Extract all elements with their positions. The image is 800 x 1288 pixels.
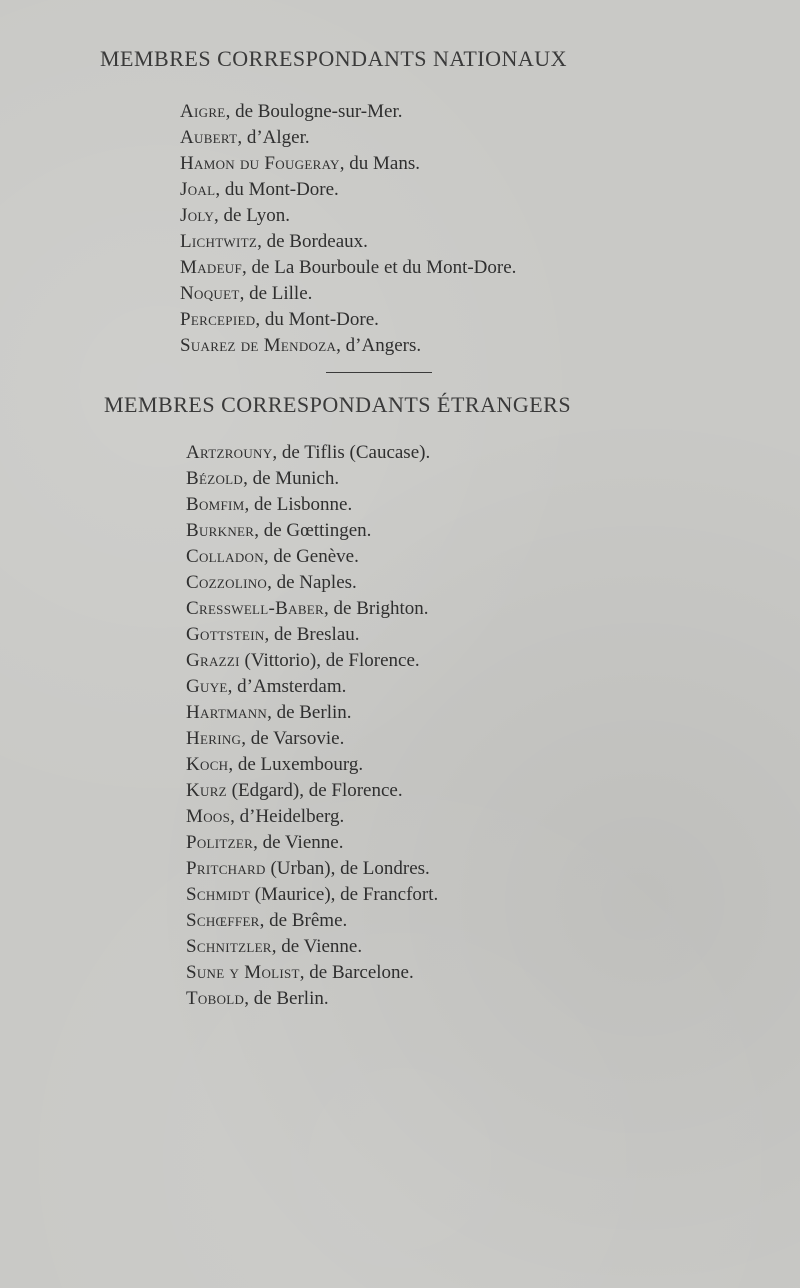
member-name: Hamon du Fougeray bbox=[180, 153, 340, 174]
member-name: Percepied bbox=[180, 309, 256, 330]
member-name: Cresswell-Baber bbox=[186, 598, 325, 619]
member-location: , de Vienne. bbox=[253, 832, 344, 853]
member-location: , de Breslau. bbox=[264, 624, 360, 645]
member-location: , du Mont-Dore. bbox=[255, 309, 379, 330]
member-name: Aubert bbox=[180, 127, 238, 148]
list-item bbox=[180, 99, 516, 125]
list-item bbox=[180, 307, 516, 333]
member-name: Sune y Molist bbox=[186, 962, 300, 983]
member-name: Koch bbox=[186, 754, 229, 775]
list-item bbox=[180, 125, 516, 151]
member-name: Artzrouny bbox=[186, 442, 273, 463]
member-name: Lichtwitz bbox=[180, 231, 258, 252]
member-location: , de Gœttingen. bbox=[254, 520, 372, 541]
list-item bbox=[186, 778, 438, 804]
list-item bbox=[186, 492, 438, 518]
member-location: , de Lisbonne. bbox=[244, 494, 353, 515]
member-location: , de Berlin. bbox=[244, 988, 329, 1009]
member-list-etrangers bbox=[186, 440, 438, 1012]
member-name: Schœffer bbox=[186, 910, 260, 931]
member-location: , de Lille. bbox=[239, 283, 313, 304]
member-location: , de Munich. bbox=[243, 468, 340, 489]
list-item bbox=[186, 960, 438, 986]
member-name: Colladon bbox=[186, 546, 264, 567]
list-item bbox=[180, 151, 516, 177]
list-item bbox=[186, 622, 438, 648]
member-name: Aigre bbox=[180, 101, 226, 122]
member-location: , de Boulogne-sur-Mer. bbox=[225, 101, 403, 122]
list-item bbox=[186, 648, 438, 674]
list-item bbox=[186, 570, 438, 596]
list-item bbox=[186, 726, 438, 752]
member-location: , d’Amsterdam. bbox=[227, 676, 347, 697]
member-name: Gottstein bbox=[186, 624, 265, 645]
member-name: Hartmann bbox=[186, 702, 268, 723]
member-location: , de Bordeaux. bbox=[257, 231, 368, 252]
member-name: Guye bbox=[186, 676, 228, 697]
list-item bbox=[180, 281, 516, 307]
member-name: Politzer bbox=[186, 832, 254, 853]
member-list-nationaux bbox=[180, 99, 516, 359]
section-heading-nationaux: MEMBRES CORRESPONDANTS NATIONAUX bbox=[100, 46, 568, 71]
member-location: , d’Angers. bbox=[336, 335, 422, 356]
member-location: (Urban), de Londres. bbox=[265, 858, 430, 879]
member-name: Madeuf bbox=[180, 257, 243, 278]
list-item bbox=[186, 466, 438, 492]
list-item bbox=[186, 882, 438, 908]
list-item bbox=[186, 674, 438, 700]
member-location: , de La Bourboule et du Mont-Dore. bbox=[242, 257, 517, 278]
list-item bbox=[186, 830, 438, 856]
member-name: Burkner bbox=[186, 520, 255, 541]
member-location: (Vittorio), de Florence. bbox=[239, 650, 420, 671]
list-item bbox=[186, 518, 438, 544]
member-location: , de Brême. bbox=[259, 910, 348, 931]
member-location: , d’Alger. bbox=[237, 127, 310, 148]
member-location: , de Genève. bbox=[263, 546, 359, 567]
list-item bbox=[186, 804, 438, 830]
list-item bbox=[180, 229, 516, 255]
member-location: , de Luxembourg. bbox=[228, 754, 364, 775]
member-name: Grazzi bbox=[186, 650, 240, 671]
member-location: , du Mans. bbox=[339, 153, 420, 174]
list-item bbox=[180, 203, 516, 229]
member-name: Suarez de Mendoza bbox=[180, 335, 337, 356]
member-location: , de Tiflis (Caucase). bbox=[272, 442, 431, 463]
list-item bbox=[186, 700, 438, 726]
list-item bbox=[186, 908, 438, 934]
list-item bbox=[180, 177, 516, 203]
member-name: Cozzolino bbox=[186, 572, 268, 593]
section-divider bbox=[326, 372, 432, 373]
list-item bbox=[186, 856, 438, 882]
list-item bbox=[180, 333, 516, 359]
member-location: , de Barcelone. bbox=[299, 962, 414, 983]
member-location: , du Mont-Dore. bbox=[215, 179, 339, 200]
member-name: Moos bbox=[186, 806, 231, 827]
member-name: Hering bbox=[186, 728, 242, 749]
member-location: , de Vienne. bbox=[271, 936, 363, 957]
member-name: Noquet bbox=[180, 283, 240, 304]
list-item bbox=[186, 752, 438, 778]
list-item bbox=[186, 986, 438, 1012]
member-name: Schmidt bbox=[186, 884, 250, 905]
member-name: Bézold bbox=[186, 468, 244, 489]
list-item bbox=[186, 544, 438, 570]
member-location: , de Naples. bbox=[267, 572, 357, 593]
member-name: Bomfim bbox=[186, 494, 245, 515]
list-item bbox=[186, 596, 438, 622]
member-name: Kurz bbox=[186, 780, 227, 801]
member-name: Tobold bbox=[186, 988, 245, 1009]
member-location: (Edgard), de Florence. bbox=[226, 780, 403, 801]
member-name: Pritchard bbox=[186, 858, 266, 879]
member-name: Schnitzler bbox=[186, 936, 272, 957]
member-location: , d’Heidelberg. bbox=[230, 806, 345, 827]
member-name: Joal bbox=[180, 179, 216, 200]
member-name: Joly bbox=[180, 205, 215, 226]
list-item bbox=[186, 934, 438, 960]
member-location: , de Berlin. bbox=[267, 702, 352, 723]
member-location: (Maurice), de Francfort. bbox=[249, 884, 439, 905]
list-item bbox=[186, 440, 438, 466]
member-location: , de Varsovie. bbox=[241, 728, 345, 749]
member-location: , de Lyon. bbox=[214, 205, 291, 226]
section-heading-etrangers: MEMBRES CORRESPONDANTS ÉTRANGERS bbox=[104, 392, 572, 417]
list-item bbox=[180, 255, 516, 281]
member-location: , de Brighton. bbox=[324, 598, 429, 619]
